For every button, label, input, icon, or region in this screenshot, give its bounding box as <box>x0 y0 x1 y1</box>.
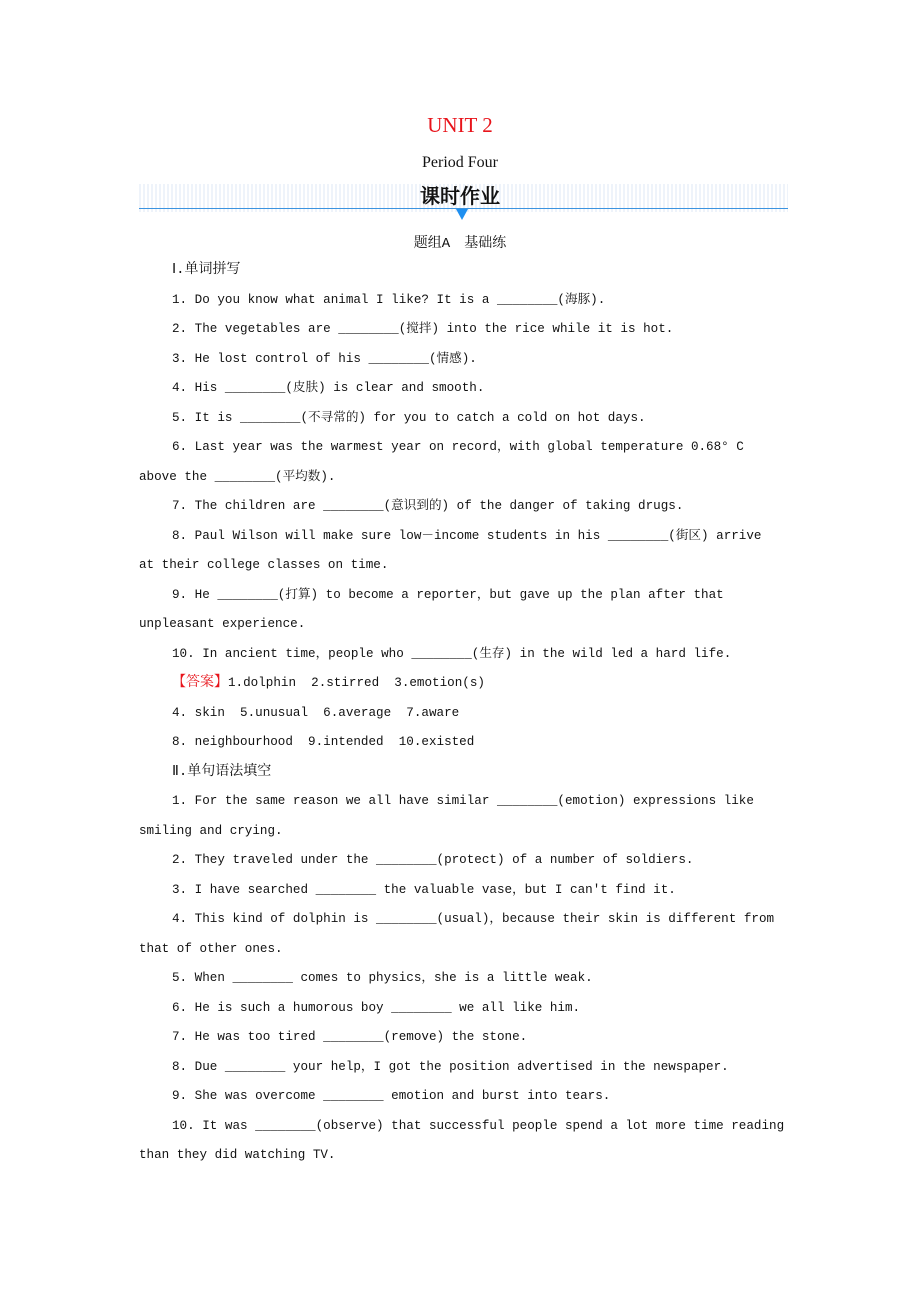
section-heading <box>0 256 920 286</box>
line-text: 8. neighbourhood 9.intended 10.existed <box>172 735 475 749</box>
exercise-line <box>0 846 920 876</box>
line-text: 4. This kind of dolphin is ________(usual)，because their skin is different from <box>172 912 775 926</box>
line-text: unpleasant experience. <box>139 617 306 631</box>
line-text: that of other ones. <box>139 941 283 956</box>
line-text: 4. His ________(皮肤) is clear and smooth. <box>172 381 485 395</box>
line-text: 9. She was overcome ________ emotion and burst into tears. <box>172 1089 611 1103</box>
line-text: Ⅱ.单句语法填空 <box>172 763 272 780</box>
exercise-line <box>0 640 920 670</box>
exercise-line <box>0 1141 920 1171</box>
line-text: at their college classes on time. <box>139 558 389 572</box>
group-heading: 题组A 基础练 <box>413 236 507 252</box>
exercise-line <box>0 1082 920 1112</box>
exercise-line <box>0 964 920 994</box>
exercise-line <box>0 374 920 404</box>
exercise-line <box>0 463 920 493</box>
answer-line <box>0 669 920 699</box>
exercise-line <box>0 315 920 345</box>
line-text: than they did watching TV. <box>139 1148 336 1162</box>
exercise-line <box>0 581 920 611</box>
exercise-line <box>0 551 920 581</box>
line-text: 9. He ________(打算) to become a reporter，but gave up the plan after that <box>172 587 724 602</box>
homework-heading: 课时作业 <box>420 184 500 208</box>
triangle-marker-icon <box>456 209 468 220</box>
exercise-line <box>0 1053 920 1083</box>
line-text: 2. They traveled under the ________(protect) of a number of soldiers. <box>172 853 694 867</box>
line-text: 8. Due ________ your help，I got the position advertised in the newspaper. <box>172 1059 729 1074</box>
line-text: smiling and crying. <box>139 823 283 838</box>
exercise-line <box>0 817 920 847</box>
exercise-line <box>0 345 920 375</box>
exercise-line <box>0 728 920 758</box>
line-text: 10. In ancient time，people who ________(生存) in the wild led a hard life. <box>172 646 732 661</box>
line-text: 5. It is ________(不寻常的) for you to catch a cold on hot days. <box>172 410 646 425</box>
exercise-line <box>0 610 920 640</box>
line-text: 7. He was too tired ________(remove) the stone. <box>172 1030 528 1044</box>
exercise-line <box>0 404 920 434</box>
line-text: 3. I have searched ________ the valuable vase，but I can't find it. <box>172 882 676 897</box>
line-text: Ⅰ.单词拼写 <box>172 262 241 278</box>
exercise-line <box>0 787 920 817</box>
line-text: 1.dolphin 2.stirred 3.emotion(s) <box>228 676 485 690</box>
exercise-body <box>0 256 920 1171</box>
unit-title: UNIT 2 <box>427 113 493 137</box>
line-text: 10. It was ________(observe) that successful people spend a lot more time reading <box>172 1118 785 1133</box>
line-text: 8. Paul Wilson will make sure low－income students in his ________(街区) arrive <box>172 528 762 543</box>
exercise-line <box>0 433 920 463</box>
exercise-line <box>0 994 920 1024</box>
line-text: 6. Last year was the warmest year on record，with global temperature 0.68° C <box>172 440 744 454</box>
line-text: 6. He is such a humorous boy ________ we all like him. <box>172 1000 581 1015</box>
period-title: Period Four <box>422 154 498 171</box>
line-text: above the ________(平均数). <box>139 469 336 484</box>
exercise-line <box>0 905 920 935</box>
exercise-line <box>0 876 920 906</box>
line-text: 7. The children are ________(意识到的) of the danger of taking drugs. <box>172 499 684 513</box>
exercise-line <box>0 699 920 729</box>
exercise-line <box>0 286 920 316</box>
line-text: 1. For the same reason we all have similar ________(emotion) expressions like <box>172 794 754 808</box>
exercise-line <box>0 492 920 522</box>
line-text: 1. Do you know what animal I like? It is a ________(海豚). <box>172 292 606 307</box>
exercise-line <box>0 1112 920 1142</box>
line-text: 3. He lost control of his ________(情感). <box>172 351 477 366</box>
section-heading <box>0 758 920 788</box>
line-text: 4. skin 5.unusual 6.average 7.aware <box>172 705 460 720</box>
exercise-line <box>0 935 920 965</box>
line-text: 5. When ________ comes to physics，she is a little weak. <box>172 971 593 985</box>
line-text: 2. The vegetables are ________(搅拌) into the rice while it is hot. <box>172 322 674 336</box>
exercise-line <box>0 522 920 552</box>
exercise-line <box>0 1023 920 1053</box>
answer-label: 【答案】 <box>172 675 228 691</box>
